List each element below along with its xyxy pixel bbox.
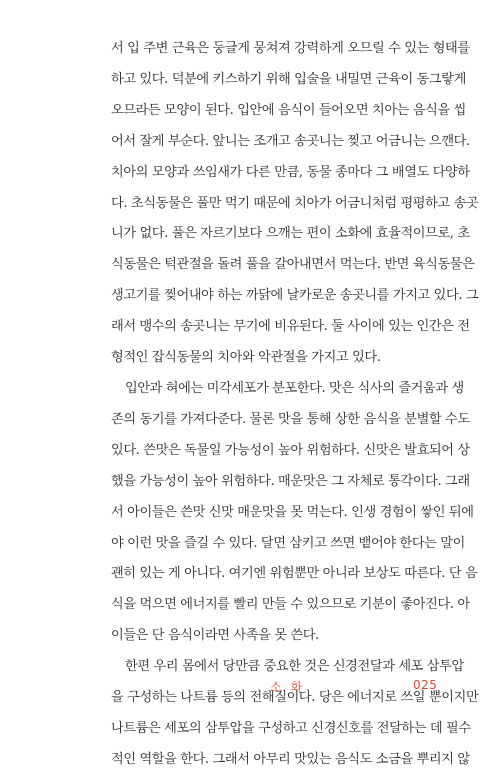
text-line: 했을 가능성이 높아 위험하다. 매운맛은 그 자체로 통각이다. 그래 (111, 473, 470, 489)
text-line: 서 입 주변 근육은 둥글게 뭉쳐져 강력하게 오므릴 수 있는 형태를 (111, 41, 470, 56)
text-line: 있다. 쓴맛은 독물일 가능성이 높아 위험하다. 신맛은 발효되어 상 (111, 442, 470, 458)
text-line: 생고기를 찢어내야 하는 까닭에 날카로운 송곳니를 가지고 있다. 그 (111, 288, 479, 304)
body-text (111, 34, 479, 776)
text-line: 식동물은 턱관절을 돌려 풀을 갈아내면서 먹는다. 반면 육식동물은 (111, 257, 475, 273)
text-line: 래서 맹수의 송곳니는 무기에 비유된다. 둘 사이에 있는 인간은 전 (111, 319, 470, 335)
text-line: 치아의 모양과 쓰임새가 다른 만큼, 동물 종마다 그 배열도 다양하 (111, 164, 470, 180)
text-line: 형적인 잡식동물의 치아와 악관절을 가지고 있다. (111, 350, 381, 366)
text-line: 다. 초식동물은 풀만 먹기 때문에 치아가 어금니처럼 평평하고 송곳 (111, 195, 479, 211)
page-number: 025 (413, 678, 438, 692)
text-line: 식을 먹으면 에너지를 빨리 만들 수 있으므로 기분이 좋아진다. 아 (111, 597, 470, 613)
text-line: 니가 없다. 풀은 자르기보다 으깨는 편이 소화에 효율적이므로, 초 (111, 226, 470, 242)
text-line: 나트륨은 세포의 삼투압을 구성하고 신경신호를 전달하는 데 필수 (111, 720, 471, 736)
text-line: 오므라든 모양이 된다. 입안에 음식이 들어오면 치아는 음식을 씹 (111, 102, 466, 118)
text-line: 입안과 혀에는 미각세포가 분포한다. 맛은 식사의 즐거움과 생 (125, 380, 464, 396)
text-line: 을 구성하는 나트륨 등의 전해질이다. 당은 에너지로 쓰일 뿐이지만 (111, 690, 479, 706)
text-line: 존의 동기를 가져다준다. 물론 맛을 통해 상한 음식을 분별할 수도 (111, 411, 470, 427)
text-line: 괜히 있는 게 아니다. 여기엔 위험뿐만 아니라 보상도 따른다. 단 음 (111, 566, 478, 582)
text-line: 하고 있다. 덕분에 키스하기 위해 입술을 내밀면 근육이 동그랗게 (111, 71, 466, 87)
text-line: 이들은 단 음식이라면 사족을 못 쓴다. (111, 628, 319, 644)
section-title: 소화 (270, 680, 312, 694)
text-line: 한편 우리 몸에서 당만큼 중요한 것은 신경전달과 세포 삼투압 (125, 659, 464, 675)
text-line: 서 아이들은 쓴맛 신맛 매운맛을 못 먹는다. 인생 경험이 쌓인 뒤에 (111, 504, 474, 520)
page-footer (0, 678, 500, 698)
text-line: 어서 잘게 부순다. 앞니는 조개고 송곳니는 찢고 어금니는 으깬다. (111, 133, 470, 149)
text-line: 야 이런 맛을 즐길 수 있다. 달면 삼키고 쓰면 뱉어야 한다는 말이 (111, 535, 465, 551)
text-line: 적인 역할을 한다. 그래서 아무리 맛있는 음식도 소금을 뿌리지 않 (111, 751, 470, 767)
